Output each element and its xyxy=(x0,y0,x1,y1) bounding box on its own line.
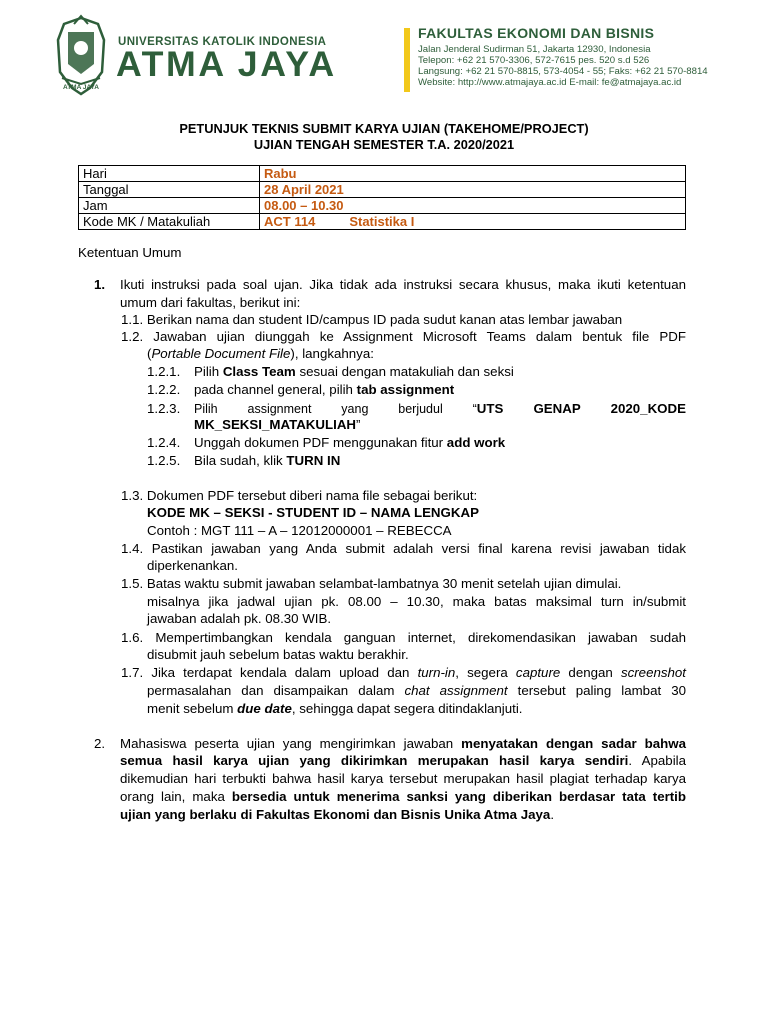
sub-number-1-2-2: 1.2.2. xyxy=(147,382,181,397)
item-2-line-1: Mahasiswa peserta ujian yang mengirimkan jawaban menyatakan dengan sadar bahwa xyxy=(120,736,686,751)
item-1-5-line-2: misalnya jika jadwal ujian pk. 08.00 – 10.30, maka batas maksimal turn in/submit xyxy=(147,594,686,609)
tanggal-label: Tanggal xyxy=(79,182,260,198)
list-number-1: 1. xyxy=(94,277,106,292)
hari-label: Hari xyxy=(79,166,260,182)
table-row xyxy=(79,166,686,182)
document-subtitle: UJIAN TENGAH SEMESTER T.A. 2020/2021 xyxy=(253,137,515,152)
address-line: Jalan Jenderal Sudirman 51, Jakarta 12930, Indonesia xyxy=(418,44,651,55)
item-1-2-line-2: (Portable Document File), langkahnya: xyxy=(147,346,374,361)
item-1-4-line-2: diperkenankan. xyxy=(147,558,238,573)
sub-number-1-2-3: 1.2.3. xyxy=(147,401,181,416)
sub-number-1-2-4: 1.2.4. xyxy=(147,435,181,450)
sub-number-1-2-5: 1.2.5. xyxy=(147,453,181,468)
website-email-line: Website: http://www.atmajaya.ac.id E-mail: fe@atmajaya.ac.id xyxy=(418,77,682,88)
item-1-line-2: umum dari fakultas, berikut ini: xyxy=(120,295,301,310)
item-1-2-line-1: 1.2. Jawaban ujian diunggah ke Assignment Microsoft Teams dalam bentuk file PDF xyxy=(121,329,686,344)
kode-mk-value: ACT 114 xyxy=(264,214,316,229)
list-number-2: 2. xyxy=(94,736,106,751)
document-title: PETUNJUK TEKNIS SUBMIT KARYA UJIAN (TAKEHOME/PROJECT) xyxy=(179,121,589,136)
section-heading: Ketentuan Umum xyxy=(78,245,182,260)
sub-number-1-2-1: 1.2.1. xyxy=(147,364,181,379)
item-1-7-line-3: menit sebelum due date, sehingga dapat segera ditindaklanjuti. xyxy=(147,701,523,716)
kode-mk-cell xyxy=(260,214,686,230)
faculty-name: FAKULTAS EKONOMI DAN BISNIS xyxy=(418,25,655,41)
table-row xyxy=(79,214,686,230)
matakuliah-value: Statistika I xyxy=(349,214,415,229)
item-1-6-line-2: disubmit jauh sebelum batas waktu berakhir. xyxy=(147,647,409,662)
item-1-5-line-3: jawaban adalah pk. 08.30 WIB. xyxy=(147,611,332,626)
phone-line: Telepon: +62 21 570-3306, 572-7615 pes. 520 s.d 526 xyxy=(418,55,650,66)
item-2-line-2: semua hasil karya ujian yang dikirimkan merupakan hasil karya sendiri. Apabila xyxy=(120,753,687,768)
university-name-logo: ATMA JAYA xyxy=(116,45,337,84)
sub-item-1-2-1: Pilih Class Team sesuai dengan matakuliah dan seksi xyxy=(194,364,514,379)
item-2-line-3: dikemudian hari terbukti bahwa hasil karya tersebut merupakan hasil plagiat terhadap karya xyxy=(120,771,686,786)
jam-value: 08.00 – 10.30 xyxy=(260,198,686,214)
item-1-5-line-1: 1.5. Batas waktu submit jawaban selambat-lambatnya 30 menit setelah ujian dimulai. xyxy=(121,576,622,591)
sub-item-1-2-3-line-1: Pilih assignment yang berjudul “UTS GENAP 2020_KODE xyxy=(194,401,686,416)
kode-mk-label: Kode MK / Matakuliah xyxy=(79,214,260,230)
item-1-3: 1.3. Dokumen PDF tersebut diberi nama file sebagai berikut: xyxy=(121,488,478,503)
item-1-7-line-1: 1.7. Jika terdapat kendala dalam upload dan turn-in, segera capture dengan screenshot xyxy=(121,665,686,680)
direct-phone-fax-line: Langsung: +62 21 570-8815, 573-4054 - 55; Faks: +62 21 570-8814 xyxy=(418,66,708,77)
university-seal-logo xyxy=(50,14,112,98)
sub-item-1-2-2: pada channel general, pilih tab assignment xyxy=(194,382,455,397)
sub-item-1-2-3-line-2: MK_SEKSI_MATAKULIAH” xyxy=(194,417,361,432)
header-accent-bar xyxy=(404,28,410,92)
tanggal-value: 28 April 2021 xyxy=(260,182,686,198)
item-2-line-5: ujian yang berlaku di Fakultas Ekonomi dan Bisnis Unika Atma Jaya. xyxy=(120,807,555,822)
item-2-line-4: orang lain, maka bersedia untuk menerima sanksi yang diberikan berdasar tata tertib xyxy=(120,789,687,804)
table-row xyxy=(79,198,686,214)
item-1-4-line-1: 1.4. Pastikan jawaban yang Anda submit adalah versi final karena revisi jawaban tidak xyxy=(121,541,686,556)
sub-item-1-2-4: Unggah dokumen PDF menggunakan fitur add work xyxy=(194,435,506,450)
item-1-6-line-1: 1.6. Mempertimbangkan kendala ganguan internet, direkomendasikan jawaban sudah xyxy=(121,630,686,645)
item-1-1: 1.1. Berikan nama dan student ID/campus ID pada sudut kanan atas lembar jawaban xyxy=(121,312,623,327)
jam-label: Jam xyxy=(79,198,260,214)
table-row xyxy=(79,182,686,198)
seal-text: ATMA JAYA xyxy=(62,84,100,91)
item-1-7-line-2: permasalahan dan disampaikan dalam chat assignment tersebut paling lambat 30 xyxy=(147,683,686,698)
exam-info-table xyxy=(78,165,686,230)
filename-example: Contoh : MGT 111 – A – 12012000001 – REBECCA xyxy=(147,523,452,538)
university-name-small: UNIVERSITAS KATOLIK INDONESIA xyxy=(118,36,327,48)
sub-item-1-2-5: Bila sudah, klik TURN IN xyxy=(194,453,341,468)
hari-value: Rabu xyxy=(260,166,686,182)
filename-format: KODE MK – SEKSI - STUDENT ID – NAMA LENGKAP xyxy=(147,505,479,520)
item-1-line-1: Ikuti instruksi pada soal ujan. Jika tidak ada instruksi secara khusus, maka ikuti ketentuan xyxy=(120,277,686,292)
